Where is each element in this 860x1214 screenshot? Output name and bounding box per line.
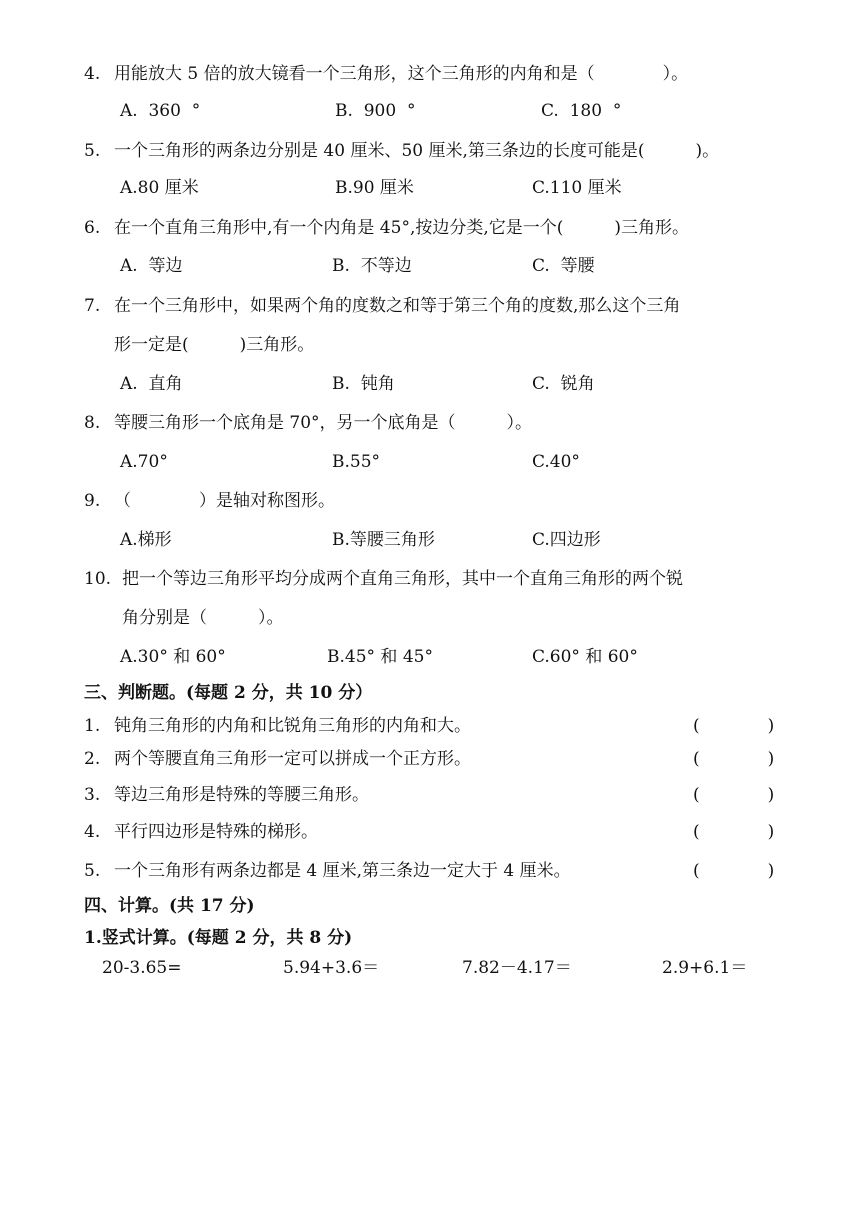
option-b: B. 900 ° (335, 101, 416, 121)
question-number: 7. (84, 296, 101, 316)
question-text: 一个三角形的两条边分别是 40 厘米、50 厘米,第三条边的长度可能是( )。 (114, 141, 720, 161)
option-b: B.等腰三角形 (332, 530, 435, 550)
question-text: 等腰三角形一个底角是 70°，另一个底角是（ ）。 (114, 413, 533, 433)
option-a: A.梯形 (120, 530, 172, 550)
question-text: 把一个等边三角形平均分成两个直角三角形，其中一个直角三角形的两个锐 (122, 569, 683, 589)
question-text-line2: 形一定是( )三角形。 (114, 335, 315, 355)
question-number: 8. (84, 413, 101, 433)
question-number: 5. (84, 141, 101, 161)
question-text-line2: 角分别是（ ）。 (122, 608, 284, 628)
item-number: 2. (84, 749, 101, 769)
question-text: 在一个直角三角形中,有一个内角是 45°,按边分类,它是一个( )三角形。 (114, 218, 690, 238)
question-text: （ ）是轴对称图形。 (114, 491, 335, 511)
option-b: B. 钝角 (332, 374, 395, 394)
item-number: 4. (84, 822, 101, 842)
option-c: C. 180 ° (541, 101, 622, 121)
option-c: C. 锐角 (532, 374, 595, 394)
question-text: 用能放大 5 倍的放大镜看一个三角形，这个三角形的内角和是（ ）。 (114, 64, 689, 84)
option-b: B.45° 和 45° (327, 647, 433, 667)
section-title: 四、计算。(共 17 分) (84, 896, 255, 916)
option-a: A. 直角 (120, 374, 183, 394)
option-a: A. 等边 (120, 256, 183, 276)
answer-blank[interactable]: ( ) (693, 785, 775, 805)
calc-problem: 7.82－4.17＝ (462, 958, 572, 978)
question-text: 在一个三角形中，如果两个角的度数之和等于第三个角的度数,那么这个三角 (114, 296, 681, 316)
item-text: 两个等腰直角三角形一定可以拼成一个正方形。 (114, 749, 471, 769)
question-number: 4. (84, 64, 101, 84)
option-b: B. 不等边 (332, 256, 412, 276)
question-number: 6. (84, 218, 101, 238)
item-text: 一个三角形有两条边都是 4 厘米,第三条边一定大于 4 厘米。 (114, 861, 571, 881)
option-c: C.四边形 (532, 530, 601, 550)
option-c: C.40° (532, 452, 580, 472)
section-title: 三、判断题。(每题 2 分，共 10 分） (84, 683, 373, 703)
item-text: 钝角三角形的内角和比锐角三角形的内角和大。 (114, 716, 471, 736)
option-c: C. 等腰 (532, 256, 595, 276)
answer-blank[interactable]: ( ) (693, 716, 775, 736)
answer-blank[interactable]: ( ) (693, 861, 775, 881)
option-a: A.80 厘米 (120, 178, 199, 198)
option-a: A.70° (120, 452, 168, 472)
item-number: 1. (84, 716, 101, 736)
question-number: 9. (84, 491, 101, 511)
calc-problem: 5.94+3.6＝ (283, 958, 380, 978)
option-a: A.30° 和 60° (120, 647, 226, 667)
question-number: 10. (84, 569, 112, 589)
item-text: 等边三角形是特殊的等腰三角形。 (114, 785, 369, 805)
answer-blank[interactable]: ( ) (693, 822, 775, 842)
option-c: C.110 厘米 (532, 178, 622, 198)
item-text: 平行四边形是特殊的梯形。 (114, 822, 318, 842)
option-b: B.55° (332, 452, 381, 472)
item-number: 5. (84, 861, 101, 881)
calc-problem: 20-3.65= (102, 958, 182, 978)
option-c: C.60° 和 60° (532, 647, 638, 667)
option-a: A. 360 ° (120, 101, 201, 121)
calc-problem: 2.9+6.1＝ (662, 958, 748, 978)
answer-blank[interactable]: ( ) (693, 749, 775, 769)
item-number: 3. (84, 785, 101, 805)
option-b: B.90 厘米 (335, 178, 414, 198)
subsection-title: 1.竖式计算。(每题 2 分，共 8 分) (84, 928, 353, 948)
